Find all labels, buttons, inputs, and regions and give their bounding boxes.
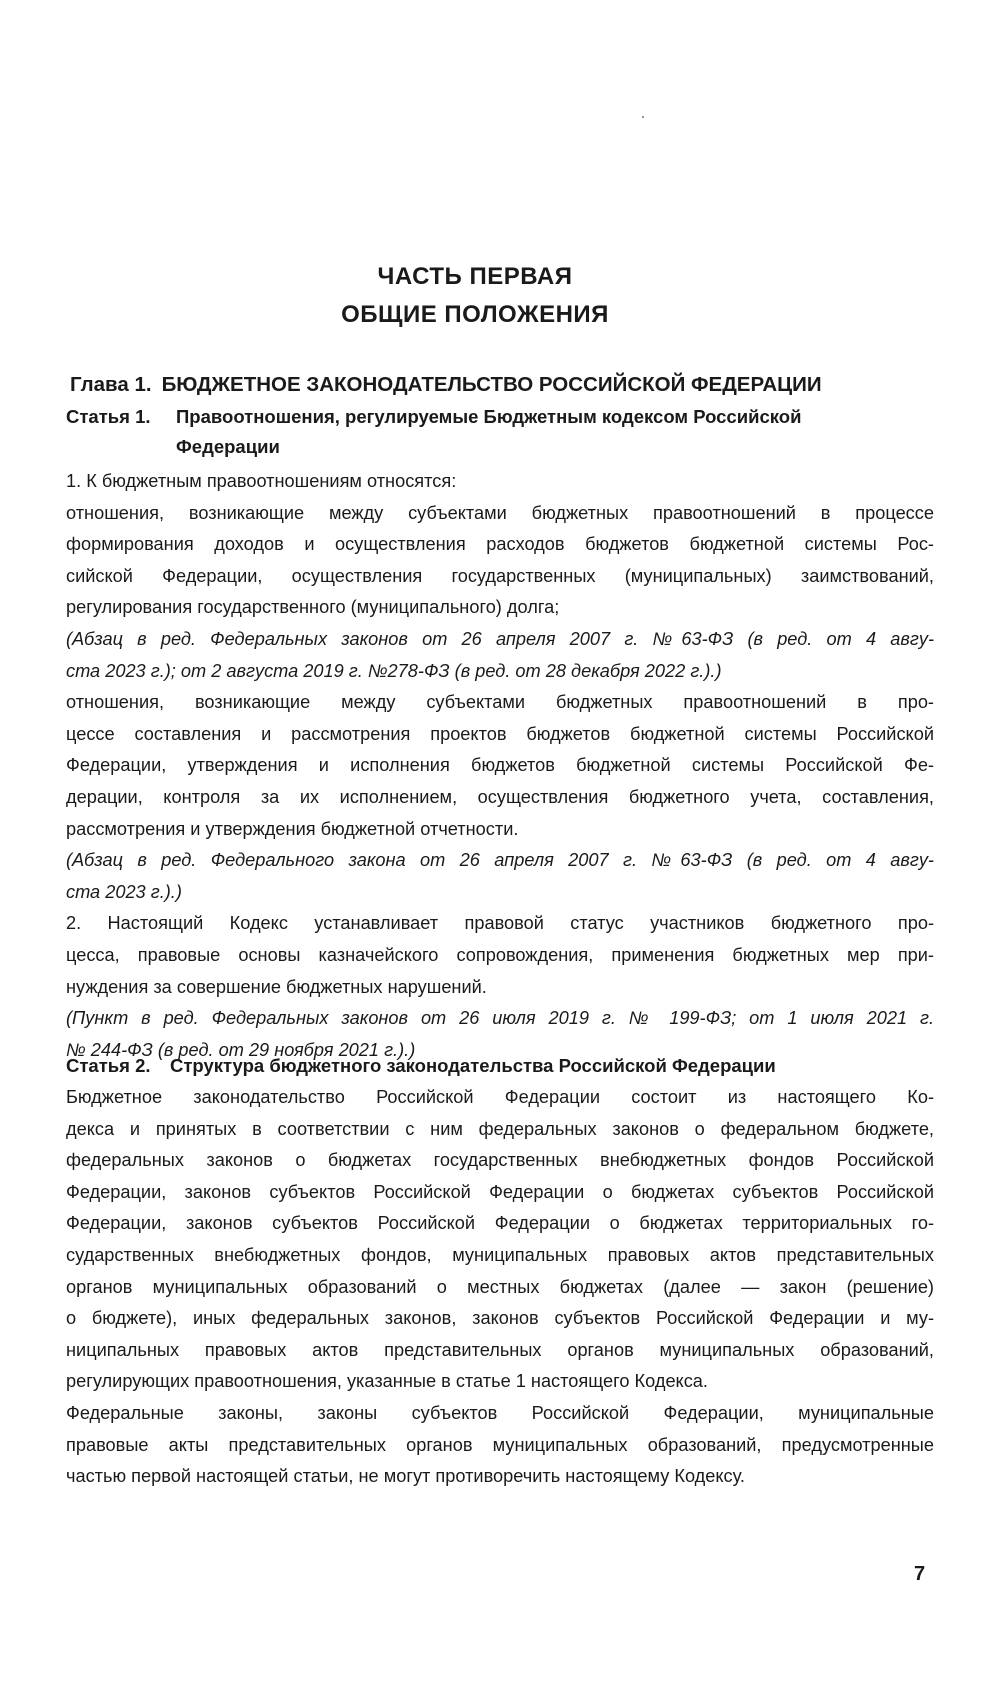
text-line: сударственных внебюджетных фондов, муниципальных правовых актов представительных xyxy=(66,1244,934,1265)
text-line: отношения, возникающие между субъектами бюджетных правоотношений в про- xyxy=(66,692,934,713)
text-line: формирования доходов и осуществления расходов бюджетов бюджетной системы Рос- xyxy=(66,534,934,555)
text-line: ниципальных правовых актов представительных органов муниципальных образований, xyxy=(66,1339,934,1360)
text-line: правовые акты представительных органов муниципальных образований, предусмотренные xyxy=(66,1434,934,1455)
text-line: цессе составления и рассмотрения проектов бюджетов бюджетной системы Российской xyxy=(66,723,934,744)
amendment-note-line: № 244-ФЗ (в ред. от 29 ноября 2021 г.).) xyxy=(66,1039,416,1060)
amendment-note-line: (Пункт в ред. Федеральных законов от 26 июля 2019 г. № 199-ФЗ; от 1 июля 2021 г. xyxy=(66,1008,934,1029)
amendment-note-line: (Абзац в ред. Федерального закона от 26 апреля 2007 г. №63-ФЗ (в ред. от 4 авгу- xyxy=(66,850,934,871)
text-line: о бюджете), иных федеральных законов, законов субъектов Российской Федерации и му- xyxy=(66,1308,934,1329)
text-line: Бюджетное законодательство Российской Федерации состоит из настоящего Ко- xyxy=(66,1087,934,1107)
text-line: регулирующих правоотношения, указанные в статье 1 настоящего Кодекса. xyxy=(66,1371,708,1392)
text-line: федеральных законов о бюджетах государственных внебюджетных фондов Российской xyxy=(66,1150,934,1171)
text-line: 1. К бюджетным правоотношениям относятся: xyxy=(66,471,457,491)
article-2-title: Структура бюджетного законодательства Российской Федерации xyxy=(170,1055,776,1076)
text-line: регулирования государственного (муниципального) долга; xyxy=(66,597,560,618)
text-line: Федерации, законов субъектов Российской Федерации о бюджетах территориальных го- xyxy=(66,1213,934,1234)
text-line: нуждения за совершение бюджетных нарушений. xyxy=(66,976,487,997)
amendment-note-line: (Абзац в ред. Федеральных законов от 26 апреля 2007 г. №63-ФЗ (в ред. от 4 авгу- xyxy=(66,628,934,649)
chapter-title: БЮДЖЕТНОЕ ЗАКОНОДАТЕЛЬСТВО РОССИЙСКОЙ ФЕДЕРАЦИИ xyxy=(161,373,822,396)
article-2-heading xyxy=(66,1051,934,1081)
scan-speck xyxy=(642,116,644,118)
text-line: 2. Настоящий Кодекс устанавливает правовой статус участников бюджетного про- xyxy=(66,913,934,934)
chapter-heading xyxy=(70,372,930,398)
amendment-note-line: ста 2023 г.).) xyxy=(66,881,182,902)
article-1-number: Статья 1. xyxy=(66,406,151,427)
text-line: частью первой настоящей статьи, не могут противоречить настоящему Кодексу. xyxy=(66,1466,745,1487)
text-line: дерации, контроля за их исполнением, осуществления бюджетного учета, составления, xyxy=(66,786,934,807)
text-line: Федеральные законы, законы субъектов Российской Федерации, муниципальные xyxy=(66,1402,934,1423)
text-line: Федерации, утверждения и исполнения бюджетов бюджетной системы Российской Фе- xyxy=(66,755,934,776)
text-line: цесса, правовые основы казначейского сопровождения, применения бюджетных мер при- xyxy=(66,944,934,965)
text-line: Федерации, законов субъектов Российской Федерации о бюджетах субъектов Российской xyxy=(66,1181,934,1202)
text-line: рассмотрения и утверждения бюджетной отчетности. xyxy=(66,818,519,839)
article-1-body xyxy=(66,466,934,1066)
chapter-number: Глава 1. xyxy=(70,373,152,396)
article-1-title-line2: Федерации xyxy=(176,436,280,457)
article-2-number: Статья 2. xyxy=(66,1055,151,1076)
article-2-body xyxy=(66,1082,934,1493)
part-heading-line2: ОБЩИЕ ПОЛОЖЕНИЯ xyxy=(341,301,609,328)
page-number: 7 xyxy=(914,1563,926,1585)
text-line: сийской Федерации, осуществления государственных (муниципальных) заимствований, xyxy=(66,565,934,586)
article-1-heading xyxy=(66,402,934,462)
text-line: органов муниципальных образований о местных бюджетах (далее — закон (решение) xyxy=(66,1276,934,1297)
part-heading xyxy=(0,258,950,334)
text-line: декса и принятых в соответствии с ним федеральных законов о федеральном бюджете, xyxy=(66,1118,934,1139)
amendment-note-line: ста 2023 г.); от 2 августа 2019 г. №278-ФЗ (в ред. от 28 декабря 2022 г.).) xyxy=(66,660,722,681)
article-1-title-line1: Правоотношения, регулируемые Бюджетным кодексом Российской xyxy=(176,406,802,427)
part-heading-line1: ЧАСТЬ ПЕРВАЯ xyxy=(377,263,573,290)
text-line: отношения, возникающие между субъектами бюджетных правоотношений в процессе xyxy=(66,502,934,523)
